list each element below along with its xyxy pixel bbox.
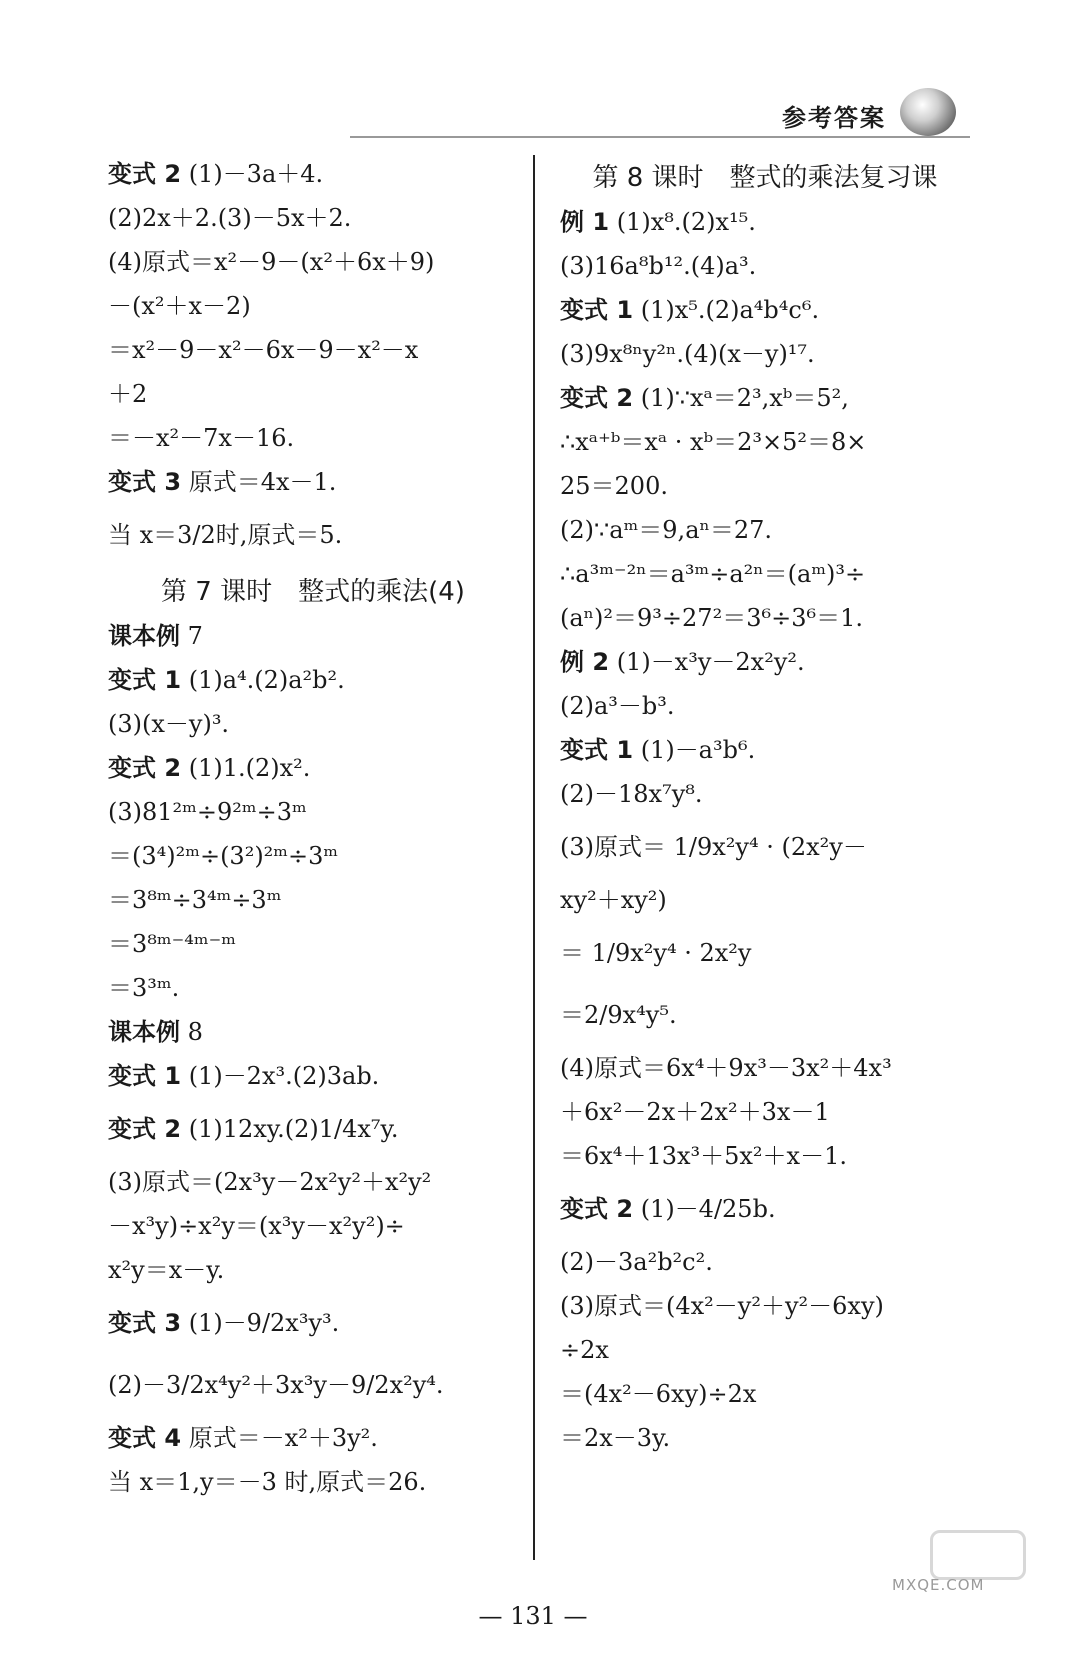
answer-label: 变式 2 <box>560 384 634 412</box>
answer-line <box>560 1046 970 1090</box>
answer-line <box>560 464 970 508</box>
answer-line <box>560 878 970 922</box>
answer-label: 变式 2 <box>108 160 182 188</box>
answer-text: (2)∵aᵐ＝9,aⁿ＝27. <box>560 516 773 544</box>
answer-line <box>108 614 518 658</box>
answer-line <box>108 1416 518 1460</box>
answer-text: (3)16a⁸b¹².(4)a³. <box>560 252 757 280</box>
answer-text: ＝2x－3y. <box>560 1424 671 1452</box>
answer-line <box>108 1204 518 1248</box>
answer-label: 课本例 <box>108 1018 180 1046</box>
answer-line <box>560 1416 970 1460</box>
answer-line <box>108 834 518 878</box>
answer-line <box>108 658 518 702</box>
answer-line <box>108 328 518 372</box>
answer-text: (2)a³－b³. <box>560 692 675 720</box>
answer-text: (1)－4/25b. <box>633 1195 776 1223</box>
answer-text: ＋6x²－2x＋2x²＋3x－1 <box>560 1098 830 1126</box>
answer-line <box>560 1240 970 1284</box>
answer-label: 变式 1 <box>108 666 182 694</box>
answer-text: －x³y)÷x²y＝(x³y－x²y²)÷ <box>108 1212 405 1240</box>
answer-line <box>560 1328 970 1372</box>
answer-text: (3)(x－y)³. <box>108 710 230 738</box>
answer-line <box>560 552 970 596</box>
answer-line <box>560 200 970 244</box>
answer-text: (1)x⁸.(2)x¹⁵. <box>609 208 756 236</box>
answer-label: 例 2 <box>560 648 610 676</box>
answer-line <box>108 1354 518 1416</box>
answer-text: (1)a⁴.(2)a²b². <box>181 666 345 694</box>
answer-text: xy²＋xy²) <box>560 886 667 914</box>
answer-line <box>560 508 970 552</box>
answer-line <box>560 1284 970 1328</box>
answer-line <box>560 984 970 1046</box>
answer-line <box>560 332 970 376</box>
answer-line <box>108 878 518 922</box>
answer-label: 变式 2 <box>560 1195 634 1223</box>
answer-label: 变式 1 <box>108 1062 182 1090</box>
answer-label: 变式 3 <box>108 1309 182 1337</box>
answer-text: (1)－9/2x³y³. <box>181 1309 340 1337</box>
answer-text: (1)－x³y－2x²y². <box>609 648 805 676</box>
right-column <box>560 152 970 1460</box>
answer-line <box>560 640 970 684</box>
column-divider <box>533 155 535 1560</box>
answer-line <box>108 966 518 1010</box>
answer-line <box>108 196 518 240</box>
answer-text: 8 <box>180 1018 203 1046</box>
answer-text: (3)9x⁸ⁿy²ⁿ.(4)(x－y)¹⁷. <box>560 340 815 368</box>
answer-line <box>560 816 970 878</box>
answer-text: ∴a³ᵐ⁻²ⁿ＝a³ᵐ÷a²ⁿ＝(aᵐ)³÷ <box>560 560 866 588</box>
answer-text: (3)原式＝ 1/9x²y⁴ · (2x²y－ <box>560 833 867 861</box>
answer-text: (1)－2x³.(2)3ab. <box>181 1062 380 1090</box>
answer-line <box>108 284 518 328</box>
answer-line <box>560 1134 970 1178</box>
answer-text: ＝(4x²－6xy)÷2x <box>560 1380 757 1408</box>
answer-line <box>560 244 970 288</box>
answer-text: (2)－3/2x⁴y²＋3x³y－9/2x²y⁴. <box>108 1371 444 1399</box>
answer-line <box>560 288 970 332</box>
answer-label: 变式 1 <box>560 296 634 324</box>
answer-line <box>108 152 518 196</box>
section-heading: 第 7 课时 整式的乘法(4) <box>161 577 465 607</box>
answer-text: (4)原式＝x²－9－(x²＋6x＋9) <box>108 248 435 276</box>
answer-text: 原式＝－x²＋3y². <box>181 1424 378 1452</box>
answer-text: 原式＝4x－1. <box>181 468 337 496</box>
answer-text: x²y＝x－y. <box>108 1256 225 1284</box>
answer-text: (3)原式＝(4x²－y²＋y²－6xy) <box>560 1292 884 1320</box>
answer-label: 变式 3 <box>108 468 182 496</box>
answer-line <box>560 1178 970 1240</box>
header-divider <box>350 136 970 138</box>
answer-line <box>108 1460 518 1504</box>
answer-label: 变式 1 <box>560 736 634 764</box>
left-column <box>108 152 518 1504</box>
answer-text: ＝(3⁴)²ᵐ÷(3²)²ᵐ÷3ᵐ <box>108 842 339 870</box>
answer-line <box>108 372 518 416</box>
answer-text: (1)12xy.(2)1/4x⁷y. <box>181 1115 399 1143</box>
answer-line <box>108 1292 518 1354</box>
answer-text: (aⁿ)²＝9³÷27²＝3⁶÷3⁶＝1. <box>560 604 863 632</box>
answer-line <box>108 240 518 284</box>
answer-label: 变式 4 <box>108 1424 182 1452</box>
answer-line <box>560 420 970 464</box>
answer-text: ＋2 <box>108 380 148 408</box>
answer-text: (1)－a³b⁶. <box>633 736 756 764</box>
answer-text: ＝x²－9－x²－6x－9－x²－x <box>108 336 419 364</box>
answer-text: 25＝200. <box>560 472 668 500</box>
sphere-emblem-icon <box>900 88 956 136</box>
answer-text: (2)－18x⁷y⁸. <box>560 780 703 808</box>
answer-line <box>108 790 518 834</box>
answer-text: (2)－3a²b²c². <box>560 1248 713 1276</box>
answer-text: (1)－3a＋4. <box>181 160 324 188</box>
answer-line <box>108 702 518 746</box>
answer-text: 7 <box>180 622 203 650</box>
answer-line <box>108 746 518 790</box>
section-heading: 第 8 课时 整式的乘法复习课 <box>592 163 938 193</box>
answer-text: (4)原式＝6x⁴＋9x³－3x²＋4x³ <box>560 1054 892 1082</box>
answer-text: ＝3⁸ᵐ÷3⁴ᵐ÷3ᵐ <box>108 886 282 914</box>
answer-label: 课本例 <box>108 622 180 650</box>
answer-line <box>560 1372 970 1416</box>
answer-text: (1)x⁵.(2)a⁴b⁴c⁶. <box>633 296 820 324</box>
answer-text: ＝－x²－7x－16. <box>108 424 295 452</box>
answer-line <box>560 772 970 816</box>
answer-line <box>560 684 970 728</box>
page-number: — 131 — <box>478 1602 588 1630</box>
answer-text: －(x²＋x－2) <box>108 292 251 320</box>
answer-label: 例 1 <box>560 208 610 236</box>
answer-line <box>108 1248 518 1292</box>
answer-text: (2)2x＋2.(3)－5x＋2. <box>108 204 352 232</box>
answer-label: 变式 2 <box>108 1115 182 1143</box>
answer-line <box>108 460 518 504</box>
answer-line <box>108 922 518 966</box>
answer-label: 变式 2 <box>108 754 182 782</box>
answer-text: 当 x＝3/2时,原式＝5. <box>108 521 343 549</box>
answer-line <box>560 376 970 420</box>
answer-line <box>108 1160 518 1204</box>
watermark-seal-icon <box>930 1530 1026 1580</box>
answer-line <box>560 728 970 772</box>
answer-line <box>560 1090 970 1134</box>
answer-line <box>108 416 518 460</box>
watermark: MXQE.COM <box>892 1576 985 1594</box>
answer-line <box>560 596 970 640</box>
answer-text: (3)81²ᵐ÷9²ᵐ÷3ᵐ <box>108 798 307 826</box>
answer-line <box>108 504 518 566</box>
answer-line <box>108 1098 518 1160</box>
answer-text: (1)∵xᵃ＝2³,xᵇ＝5², <box>633 384 849 412</box>
answer-text: (1)1.(2)x². <box>181 754 311 782</box>
header-title: 参考答案 <box>782 104 886 132</box>
answer-line <box>108 1010 518 1054</box>
answer-text: ÷2x <box>560 1336 609 1364</box>
answer-text: 当 x＝1,y＝－3 时,原式＝26. <box>108 1468 427 1496</box>
answer-text: ∴xᵃ⁺ᵇ＝xᵃ · xᵇ＝2³×5²＝8× <box>560 428 867 456</box>
answer-text: ＝6x⁴＋13x³＋5x²＋x－1. <box>560 1142 847 1170</box>
answer-text: ＝3³ᵐ. <box>108 974 180 1002</box>
answer-text: (3)原式＝(2x³y－2x²y²＋x²y² <box>108 1168 432 1196</box>
answer-line <box>560 922 970 984</box>
answer-text: ＝2/9x⁴y⁵. <box>560 1001 677 1029</box>
answer-text: ＝ 1/9x²y⁴ · 2x²y <box>560 939 752 967</box>
answer-line <box>108 1054 518 1098</box>
answer-text: ＝3⁸ᵐ⁻⁴ᵐ⁻ᵐ <box>108 930 237 958</box>
